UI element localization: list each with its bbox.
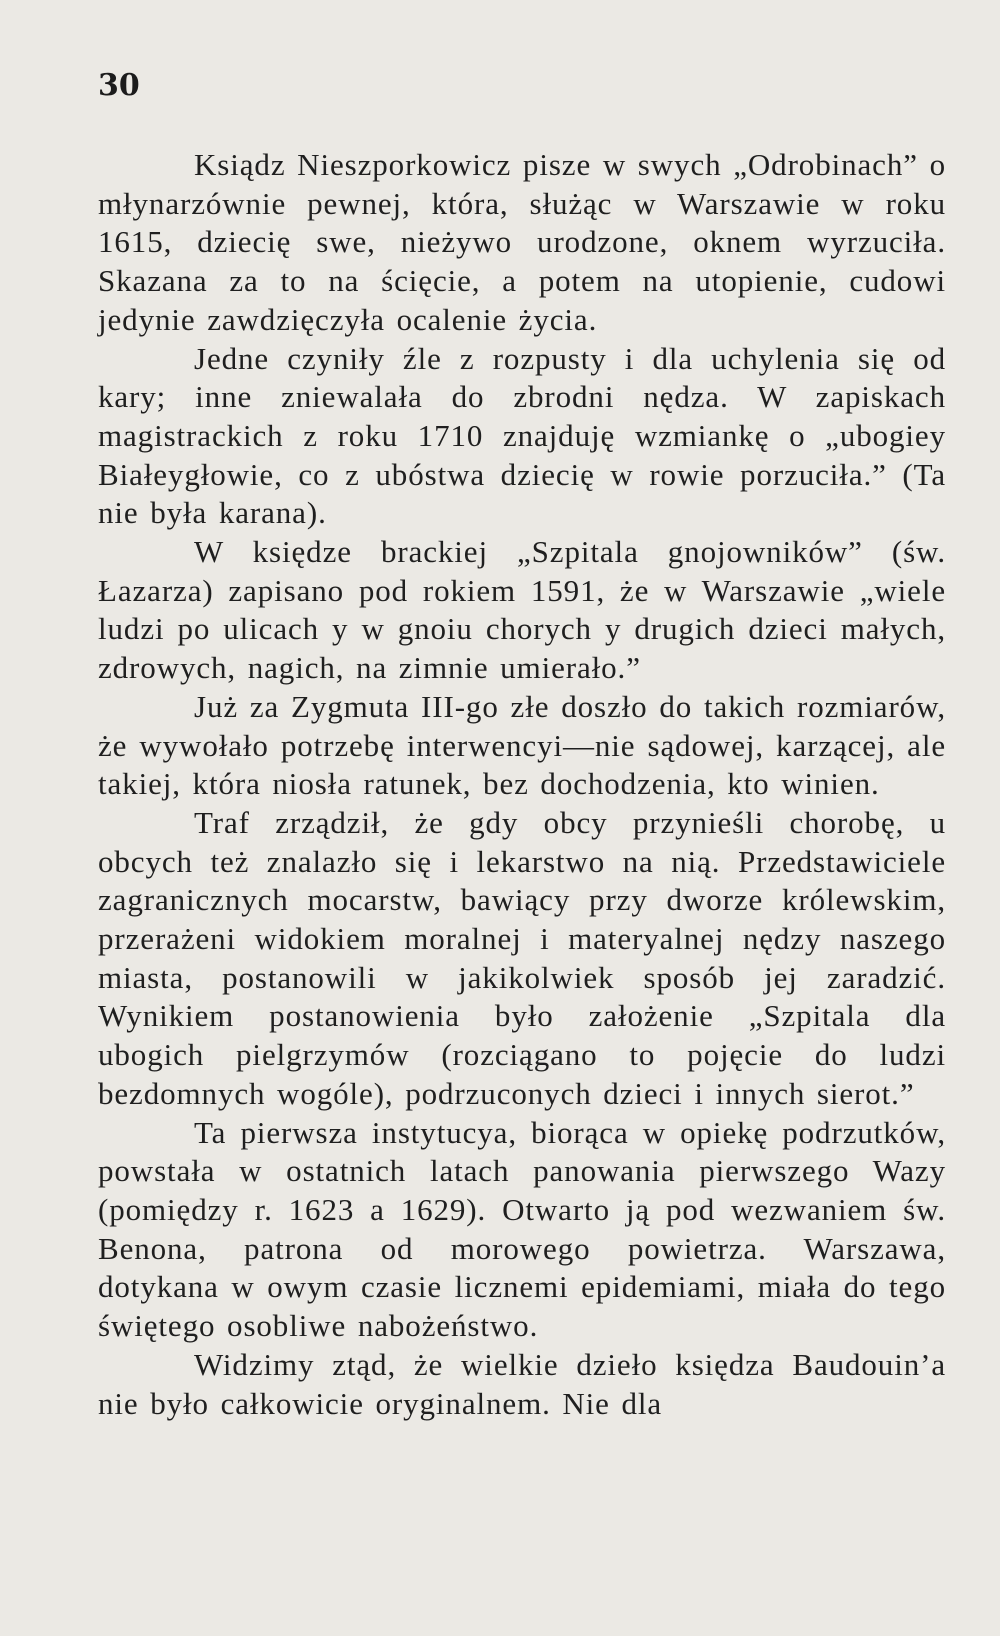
page-body	[98, 146, 946, 1423]
paragraph-4: Już za Zygmuta III-go złe doszło do takich rozmiarów, że wywołało potrzebę interwencyi—nie sądowej, karzącej, ale takiej, która niosła ratunek, bez dochodzenia, kto winien.	[98, 688, 946, 802]
paragraph-5: Traf zrządził, że gdy obcy przynieśli chorobę, u obcych też znalazło się i lekarstwo na nią. Przedstawiciele zagranicznych mocarstw, bawiący przy dworze królewskim, przerażeni widokiem moralnej i materyalnej nędzy naszego miasta, postanowili w jakikolwiek sposób jej zaradzić. Wynikiem postanowienia było założenie „Szpitala dla ubogich pielgrzymów (rozciągano to pojęcie do ludzi bezdomnych wogóle), podrzuconych dzieci i innych sierot.”	[98, 804, 946, 1111]
page-number: 30	[98, 68, 140, 103]
paragraph-3: W księdze brackiej „Szpitala gnojowników” (św. Łazarza) zapisano pod rokiem 1591, że w Warszawie „wiele ludzi po ulicach y w gnoiu chorych y drugich dzieci małych, zdrowych, nagich, na zimnie umierało.”	[98, 534, 946, 686]
paragraph-2: Jedne czyniły źle z rozpusty i dla uchylenia się od kary; inne zniewalała do zbrodni nędza. W zapiskach magistrackich z roku 1710 znajduję wzmiankę o „ubogiey Białeygłowie, co z ubóstwa dziecię w rowie porzuciła.” (Ta nie była karana).	[98, 340, 946, 531]
paragraph-1: Ksiądz Nieszporkowicz pisze w swych „Odrobinach” o młynarzównie pewnej, która, służąc w Warszawie w roku 1615, dziecię swe, nieżywo urodzone, oknem wyrzuciła. Skazana za to na ścięcie, a potem na utopienie, cudowi jedynie zawdzięczyła ocalenie życia.	[98, 147, 946, 337]
paragraph-7: Widzimy ztąd, że wielkie dzieło księdza Baudouin’a nie było całkowicie oryginalnem. Nie dla	[98, 1346, 946, 1421]
paragraph-6: Ta pierwsza instytucya, biorąca w opiekę podrzutków, powstała w ostatnich latach panowania pierwszego Wazy (pomiędzy r. 1623 a 1629). Otwarto ją pod wezwaniem św. Benona, patrona od morowego powietrza. Warszawa, dotykana w owym czasie licznemi epidemiami, miała do tego świętego osobliwe nabożeństwo.	[98, 1114, 946, 1344]
